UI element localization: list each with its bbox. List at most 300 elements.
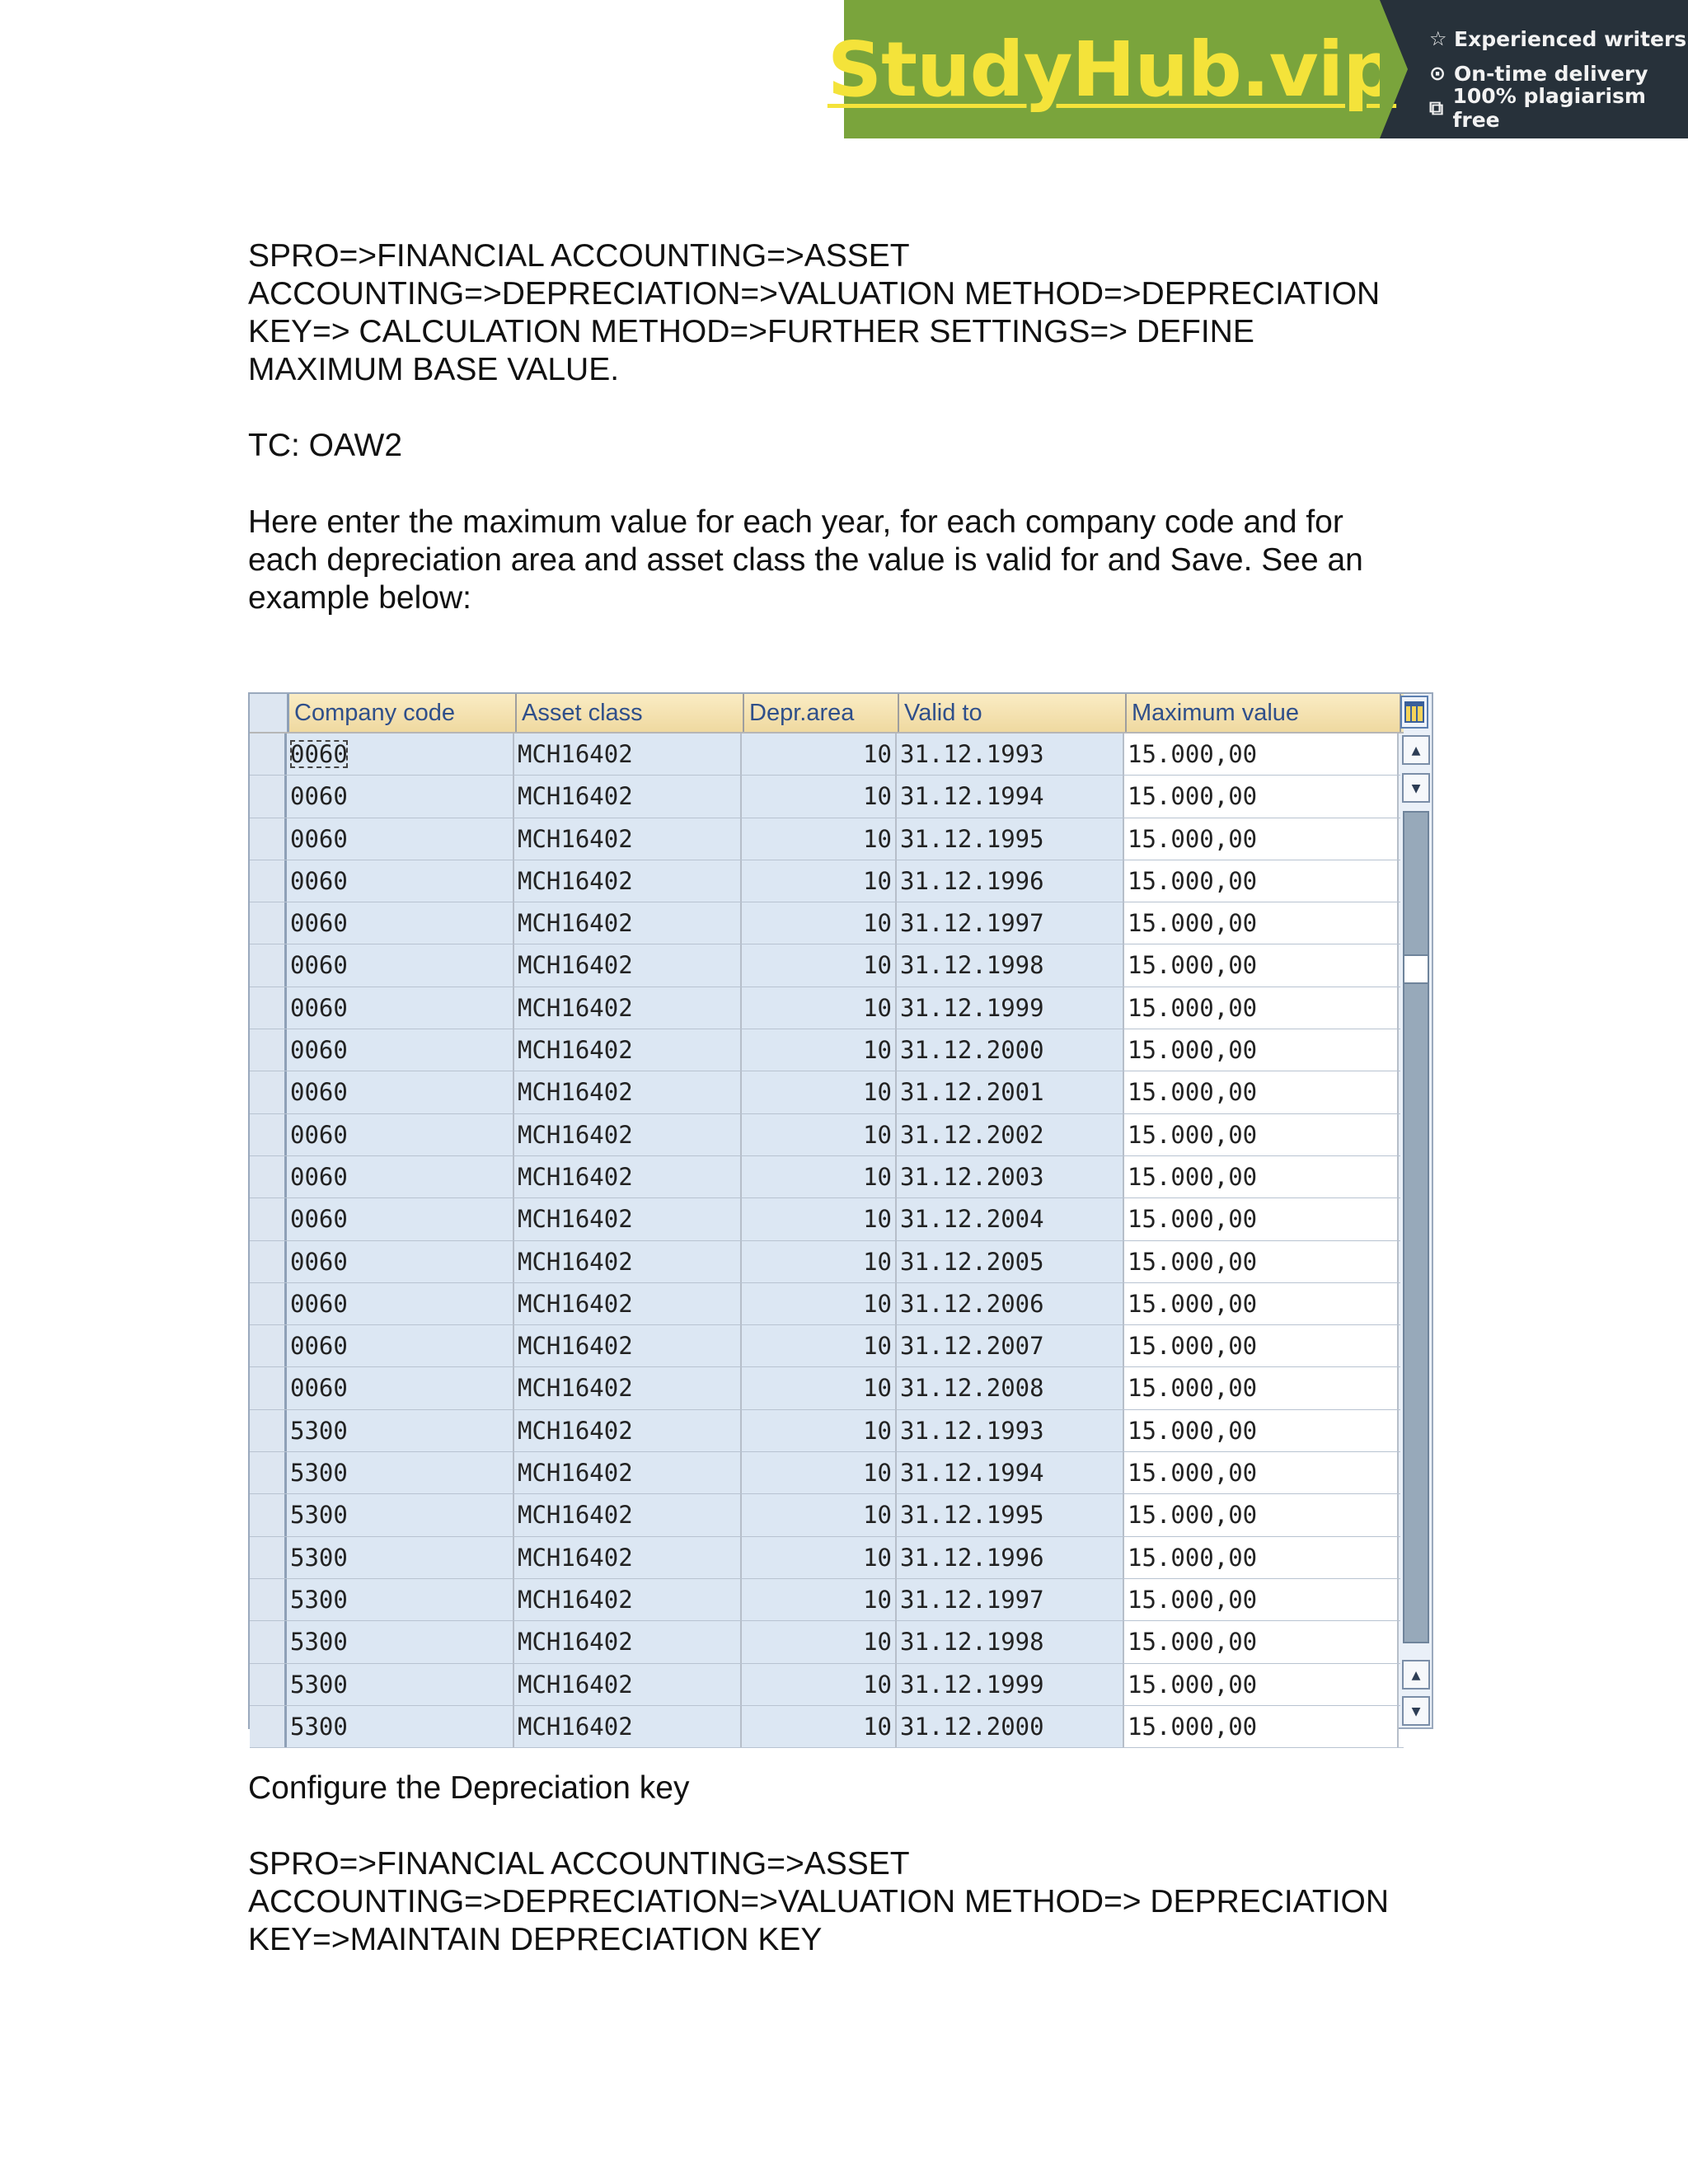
cell-value: 31.12.1994 [900,1459,1044,1488]
cell-asset-class[interactable] [514,944,742,986]
cell-asset-class[interactable] [514,1071,742,1113]
vertical-scrollbar[interactable] [1400,733,1432,1727]
cell-valid-to[interactable] [897,1114,1124,1155]
cell-company-code[interactable] [287,1537,514,1578]
cell-value: 15.000,00 [1128,1670,1258,1699]
cell-value: 31.12.1998 [900,1628,1044,1657]
cell-value: 15.000,00 [1128,1247,1258,1276]
cell-maximum-value[interactable] [1124,1410,1399,1451]
row-selector[interactable] [250,1579,287,1620]
cell-maximum-value[interactable] [1124,1494,1399,1535]
column-maximum-value[interactable]: Maximum value [1127,694,1401,732]
cell-depr-area[interactable] [742,1029,897,1071]
cell-depr-area[interactable] [742,902,897,944]
cell-value: 5300 [290,1585,348,1614]
row-selector[interactable] [250,1071,287,1113]
table-row[interactable] [250,944,1404,987]
cell-maximum-value[interactable] [1124,1579,1399,1620]
cell-asset-class[interactable] [514,1283,742,1324]
cell-value: 31.12.1999 [900,1670,1044,1699]
cell-company-code[interactable] [287,860,514,902]
row-selector[interactable] [250,1114,287,1155]
cell-company-code[interactable] [287,1367,514,1408]
cell-value: 10 [863,1289,892,1318]
cell-value: MCH16402 [518,1585,633,1614]
cell-valid-to[interactable] [897,944,1124,986]
cell-asset-class[interactable] [514,1029,742,1071]
table-row[interactable] [250,987,1404,1029]
path-line: SPRO=>FINANCIAL ACCOUNTING=>ASSET [248,1846,910,1882]
cell-value: MCH16402 [518,951,633,980]
table-rows [250,733,1404,1748]
cell-value: 10 [863,1501,892,1530]
cell-value: MCH16402 [518,1501,633,1530]
row-selector[interactable] [250,1410,287,1451]
cell-maximum-value[interactable] [1124,987,1399,1029]
scroll-track[interactable] [1403,811,1429,1643]
cell-valid-to[interactable] [897,1156,1124,1197]
cell-maximum-value[interactable] [1124,1706,1399,1747]
table-row[interactable] [250,1664,1404,1706]
cell-asset-class[interactable] [514,1114,742,1155]
cell-value: 5300 [290,1501,348,1530]
scroll-down-icon[interactable]: ▼ [1402,773,1430,803]
cell-value: 0060 [290,1162,348,1191]
clock-icon: ⊙ [1429,62,1447,85]
cell-asset-class[interactable] [514,1706,742,1747]
column-company-code[interactable]: Company code [289,694,517,732]
cell-value: MCH16402 [518,1459,633,1488]
cell-value: 15.000,00 [1128,951,1258,980]
cell-value: 0060 [290,1289,348,1318]
cell-value: 15.000,00 [1128,740,1258,768]
copy-icon: ⧉ [1429,96,1444,120]
cell-value: MCH16402 [518,1078,633,1107]
table-row[interactable] [250,1071,1404,1113]
cell-value: 15.000,00 [1128,1332,1258,1361]
cell-company-code[interactable] [287,1283,514,1324]
table-row[interactable] [250,1494,1404,1536]
cell-asset-class[interactable] [514,1537,742,1578]
perk-plagiarism-free [1429,84,1688,132]
cell-depr-area[interactable] [742,1156,897,1197]
row-selector[interactable] [250,1367,287,1408]
cell-value: 10 [863,1543,892,1572]
cell-valid-to[interactable] [897,1494,1124,1535]
cell-company-code[interactable] [287,1410,514,1451]
cell-valid-to[interactable] [897,1325,1124,1366]
cell-maximum-value[interactable] [1124,1029,1399,1071]
desc-line: Here enter the maximum value for each year, for each company code and for [248,504,1343,540]
cell-value: 10 [863,740,892,768]
cell-depr-area[interactable] [742,1621,897,1662]
cell-asset-class[interactable] [514,1156,742,1197]
cell-maximum-value[interactable] [1124,1664,1399,1705]
cell-asset-class[interactable] [514,902,742,944]
cell-maximum-value[interactable] [1124,1537,1399,1578]
cell-company-code[interactable] [287,1494,514,1535]
cell-asset-class[interactable] [514,1367,742,1408]
table-row[interactable] [250,1029,1404,1071]
row-selector[interactable] [250,818,287,860]
table-row[interactable] [250,1241,1404,1283]
cell-value: MCH16402 [518,824,633,853]
cell-valid-to[interactable] [897,1367,1124,1408]
column-depr-area[interactable]: Depr.area [744,694,899,732]
cell-asset-class[interactable] [514,1325,742,1366]
cell-depr-area[interactable] [742,1494,897,1535]
column-valid-to[interactable]: Valid to [899,694,1127,732]
cell-valid-to[interactable] [897,733,1124,775]
heading-line: Configure the Depreciation key [248,1770,690,1806]
cell-value: MCH16402 [518,1332,633,1361]
cell-valid-to[interactable] [897,1621,1124,1662]
cell-depr-area[interactable] [742,987,897,1029]
scroll-thumb[interactable] [1404,954,1428,984]
studyhub-logo[interactable]: StudyHub.vip [827,25,1397,114]
cell-value: 15.000,00 [1128,1585,1258,1614]
cell-company-code[interactable] [287,987,514,1029]
cell-value: 31.12.1996 [900,1543,1044,1572]
max-base-value-table [248,692,1433,1741]
cell-valid-to[interactable] [897,987,1124,1029]
cell-value: 31.12.1999 [900,993,1044,1022]
cell-depr-area[interactable] [742,1537,897,1578]
row-selector[interactable] [250,1241,287,1282]
table-settings-icon[interactable] [1400,696,1428,729]
cell-valid-to[interactable] [897,1029,1124,1071]
cell-depr-area[interactable] [742,733,897,775]
cell-depr-area[interactable] [742,1114,897,1155]
cell-value: 15.000,00 [1128,1120,1258,1149]
row-selector[interactable] [250,1029,287,1071]
cell-valid-to[interactable] [897,1071,1124,1113]
table-row[interactable] [250,818,1404,860]
cell-value: 0060 [290,866,348,895]
cell-maximum-value[interactable] [1124,860,1399,902]
cell-asset-class[interactable] [514,860,742,902]
cell-value: 0060 [290,1374,348,1403]
desc-line: each depreciation area and asset class the value is valid for and Save. See an [248,542,1363,578]
cell-valid-to[interactable] [897,1452,1124,1493]
cell-value: 31.12.2007 [900,1332,1044,1361]
cell-depr-area[interactable] [742,1579,897,1620]
transaction-code [248,427,1451,465]
cell-depr-area[interactable] [742,860,897,902]
cell-value: 0060 [290,1205,348,1234]
perk-label: Experienced writers [1454,26,1687,51]
cell-valid-to[interactable] [897,860,1124,902]
scroll-page-up-icon[interactable]: ▲ [1402,1660,1430,1690]
cell-value: 31.12.1993 [900,740,1044,768]
cell-value: 31.12.1994 [900,782,1044,811]
cell-asset-class[interactable] [514,1241,742,1282]
cell-value: 10 [863,1036,892,1065]
cell-value: 10 [863,782,892,811]
cell-maximum-value[interactable] [1124,1325,1399,1366]
cell-value: MCH16402 [518,1036,633,1065]
cell-depr-area[interactable] [742,1198,897,1240]
cell-depr-area[interactable] [742,1664,897,1705]
cell-company-code[interactable] [287,1114,514,1155]
table-row[interactable] [250,860,1404,902]
table-row[interactable] [250,1706,1404,1748]
cell-value: 31.12.2008 [900,1374,1044,1403]
cell-company-code[interactable] [287,776,514,817]
cell-value: MCH16402 [518,1247,633,1276]
cell-asset-class[interactable] [514,1198,742,1240]
cell-value: 15.000,00 [1128,993,1258,1022]
cell-company-code[interactable] [287,1325,514,1366]
cell-value: 0060 [290,1078,348,1107]
row-selector[interactable] [250,1706,287,1747]
perk-experienced-writers [1429,21,1688,56]
cell-asset-class[interactable] [514,1452,742,1493]
cell-maximum-value[interactable] [1124,776,1399,817]
cell-valid-to[interactable] [897,1410,1124,1451]
cell-value: 0060 [290,1247,348,1276]
table-row[interactable] [250,1537,1404,1579]
cell-value: 0060 [290,1120,348,1149]
cell-depr-area[interactable] [742,1283,897,1324]
scroll-page-down-icon[interactable]: ▼ [1402,1696,1430,1726]
cell-valid-to[interactable] [897,1664,1124,1705]
cell-maximum-value[interactable] [1124,1156,1399,1197]
row-selector[interactable] [250,902,287,944]
table-row[interactable] [250,1198,1404,1240]
cell-value: 10 [863,1120,892,1149]
cell-maximum-value[interactable] [1124,1198,1399,1240]
cell-asset-class[interactable] [514,987,742,1029]
cell-value: 5300 [290,1459,348,1488]
cell-maximum-value[interactable] [1124,1241,1399,1282]
cell-value: MCH16402 [518,1543,633,1572]
cell-value: MCH16402 [518,1712,633,1741]
cell-value: 15.000,00 [1128,1416,1258,1445]
cell-asset-class[interactable] [514,733,742,775]
path-line: SPRO=>FINANCIAL ACCOUNTING=>ASSET [248,238,910,274]
cell-value: 0060 [290,782,348,811]
cell-asset-class[interactable] [514,776,742,817]
path-line: ACCOUNTING=>DEPRECIATION=>VALUATION METHOD=>DEPRECIATION [248,276,1381,312]
table-row[interactable] [250,1579,1404,1621]
cell-depr-area[interactable] [742,1367,897,1408]
cell-value: MCH16402 [518,740,633,768]
row-selector[interactable] [250,1664,287,1705]
cell-depr-area[interactable] [742,1706,897,1747]
row-selector[interactable] [250,1198,287,1240]
table-row[interactable] [250,1621,1404,1663]
cell-value: 10 [863,1332,892,1361]
cell-valid-to[interactable] [897,1283,1124,1324]
cell-value: 31.12.2002 [900,1120,1044,1149]
cell-value: 10 [863,1247,892,1276]
cell-value: MCH16402 [518,866,633,895]
cell-valid-to[interactable] [897,1537,1124,1578]
cell-company-code[interactable] [287,1156,514,1197]
cell-maximum-value[interactable] [1124,1452,1399,1493]
cell-company-code[interactable] [287,1706,514,1747]
cell-company-code[interactable] [287,1621,514,1662]
cell-value: 10 [863,824,892,853]
cell-value: 10 [863,866,892,895]
star-icon: ☆ [1429,27,1447,50]
table-row[interactable] [250,1367,1404,1409]
cell-valid-to[interactable] [897,902,1124,944]
section-heading [248,1769,1451,1807]
cell-depr-area[interactable] [742,1325,897,1366]
cell-depr-area[interactable] [742,1410,897,1451]
cell-maximum-value[interactable] [1124,902,1399,944]
cell-asset-class[interactable] [514,1621,742,1662]
table-row[interactable] [250,1156,1404,1198]
row-selector[interactable] [250,1537,287,1578]
table-row[interactable] [250,1283,1404,1325]
table-row[interactable] [250,1410,1404,1452]
cell-value: 15.000,00 [1128,824,1258,853]
row-selector[interactable] [250,1494,287,1535]
cell-depr-area[interactable] [742,1452,897,1493]
row-selector[interactable] [250,987,287,1029]
cell-value: 10 [863,951,892,980]
cell-value: 15.000,00 [1128,1712,1258,1741]
cell-value: 31.12.1996 [900,866,1044,895]
cell-value: 31.12.2001 [900,1078,1044,1107]
cell-maximum-value[interactable] [1124,1367,1399,1408]
cell-company-code[interactable] [287,1452,514,1493]
cell-company-code[interactable] [287,944,514,986]
row-selector[interactable] [250,944,287,986]
table-header [250,694,1404,733]
cell-depr-area[interactable] [742,776,897,817]
row-selector[interactable] [250,733,287,775]
cell-value: 10 [863,1205,892,1234]
cell-value: 0060 [290,993,348,1022]
table-row[interactable] [250,776,1404,818]
cell-value: 5300 [290,1712,348,1741]
table-row[interactable] [250,1452,1404,1494]
cell-depr-area[interactable] [742,1241,897,1282]
cell-value: 31.12.1998 [900,951,1044,980]
cell-value: 15.000,00 [1128,782,1258,811]
cell-maximum-value[interactable] [1124,818,1399,860]
cell-company-code[interactable] [287,818,514,860]
cell-value: 15.000,00 [1128,1374,1258,1403]
cell-valid-to[interactable] [897,776,1124,817]
cell-value: 15.000,00 [1128,1501,1258,1530]
row-selector[interactable] [250,1325,287,1366]
cell-maximum-value[interactable] [1124,733,1399,775]
cell-asset-class[interactable] [514,1664,742,1705]
cell-value: 0060 [290,740,348,768]
row-selector[interactable] [250,1283,287,1324]
cell-value: MCH16402 [518,1162,633,1191]
cell-depr-area[interactable] [742,944,897,986]
cell-value: 10 [863,1670,892,1699]
cell-value: 5300 [290,1543,348,1572]
banner-perks [1380,0,1688,138]
cell-value: 31.12.2003 [900,1162,1044,1191]
cell-value: 31.12.2004 [900,1205,1044,1234]
cell-value: 10 [863,909,892,938]
cell-company-code[interactable] [287,1029,514,1071]
row-selector[interactable] [250,860,287,902]
cell-asset-class[interactable] [514,1579,742,1620]
cell-company-code[interactable] [287,1071,514,1113]
cell-company-code[interactable] [287,1664,514,1705]
path-line: KEY=> CALCULATION METHOD=>FURTHER SETTINGS=> DEFINE [248,314,1254,349]
cell-value: 15.000,00 [1128,1289,1258,1318]
cell-value: MCH16402 [518,1670,633,1699]
cell-valid-to[interactable] [897,1241,1124,1282]
cell-company-code[interactable] [287,1241,514,1282]
cell-depr-area[interactable] [742,1071,897,1113]
customizing-path [248,237,1451,389]
table-row[interactable] [250,902,1404,944]
cell-value: 0060 [290,909,348,938]
cell-valid-to[interactable] [897,1706,1124,1747]
cell-asset-class[interactable] [514,1494,742,1535]
cell-value: 0060 [290,1036,348,1065]
cell-maximum-value[interactable] [1124,1114,1399,1155]
cell-value: MCH16402 [518,1205,633,1234]
select-all-column[interactable] [250,694,289,732]
cell-value: 31.12.1993 [900,1416,1044,1445]
cell-value: 31.12.2000 [900,1036,1044,1065]
table-row[interactable] [250,1114,1404,1156]
cell-asset-class[interactable] [514,1410,742,1451]
cell-value: MCH16402 [518,782,633,811]
table-row[interactable] [250,1325,1404,1367]
cell-value: MCH16402 [518,1416,633,1445]
row-selector[interactable] [250,1156,287,1197]
table-row[interactable] [250,733,1404,776]
cell-company-code[interactable] [287,1198,514,1240]
cell-valid-to[interactable] [897,1198,1124,1240]
row-selector[interactable] [250,1621,287,1662]
cell-asset-class[interactable] [514,818,742,860]
cell-value: 0060 [290,824,348,853]
cell-maximum-value[interactable] [1124,944,1399,986]
cell-maximum-value[interactable] [1124,1283,1399,1324]
scroll-up-icon[interactable]: ▲ [1402,735,1430,765]
cell-value: 15.000,00 [1128,1543,1258,1572]
cell-valid-to[interactable] [897,818,1124,860]
cell-company-code[interactable] [287,902,514,944]
cell-value: 15.000,00 [1128,1078,1258,1107]
cell-value: 31.12.2000 [900,1712,1044,1741]
cell-value: MCH16402 [518,1289,633,1318]
path-line: KEY=>MAINTAIN DEPRECIATION KEY [248,1922,823,1957]
cell-company-code[interactable] [287,1579,514,1620]
cell-value: 0060 [290,1332,348,1361]
cell-value: 15.000,00 [1128,1205,1258,1234]
cell-value: MCH16402 [518,909,633,938]
studyhub-logo-panel[interactable] [827,0,1397,138]
cell-valid-to[interactable] [897,1579,1124,1620]
cell-maximum-value[interactable] [1124,1071,1399,1113]
cell-depr-area[interactable] [742,818,897,860]
cell-value: 15.000,00 [1128,1036,1258,1065]
column-asset-class[interactable]: Asset class [517,694,744,732]
studyhub-banner[interactable] [827,0,1688,138]
cell-maximum-value[interactable] [1124,1621,1399,1662]
row-selector[interactable] [250,776,287,817]
cell-value: 5300 [290,1628,348,1657]
row-selector[interactable] [250,1452,287,1493]
instructions [248,504,1451,617]
cell-company-code[interactable] [287,733,514,775]
